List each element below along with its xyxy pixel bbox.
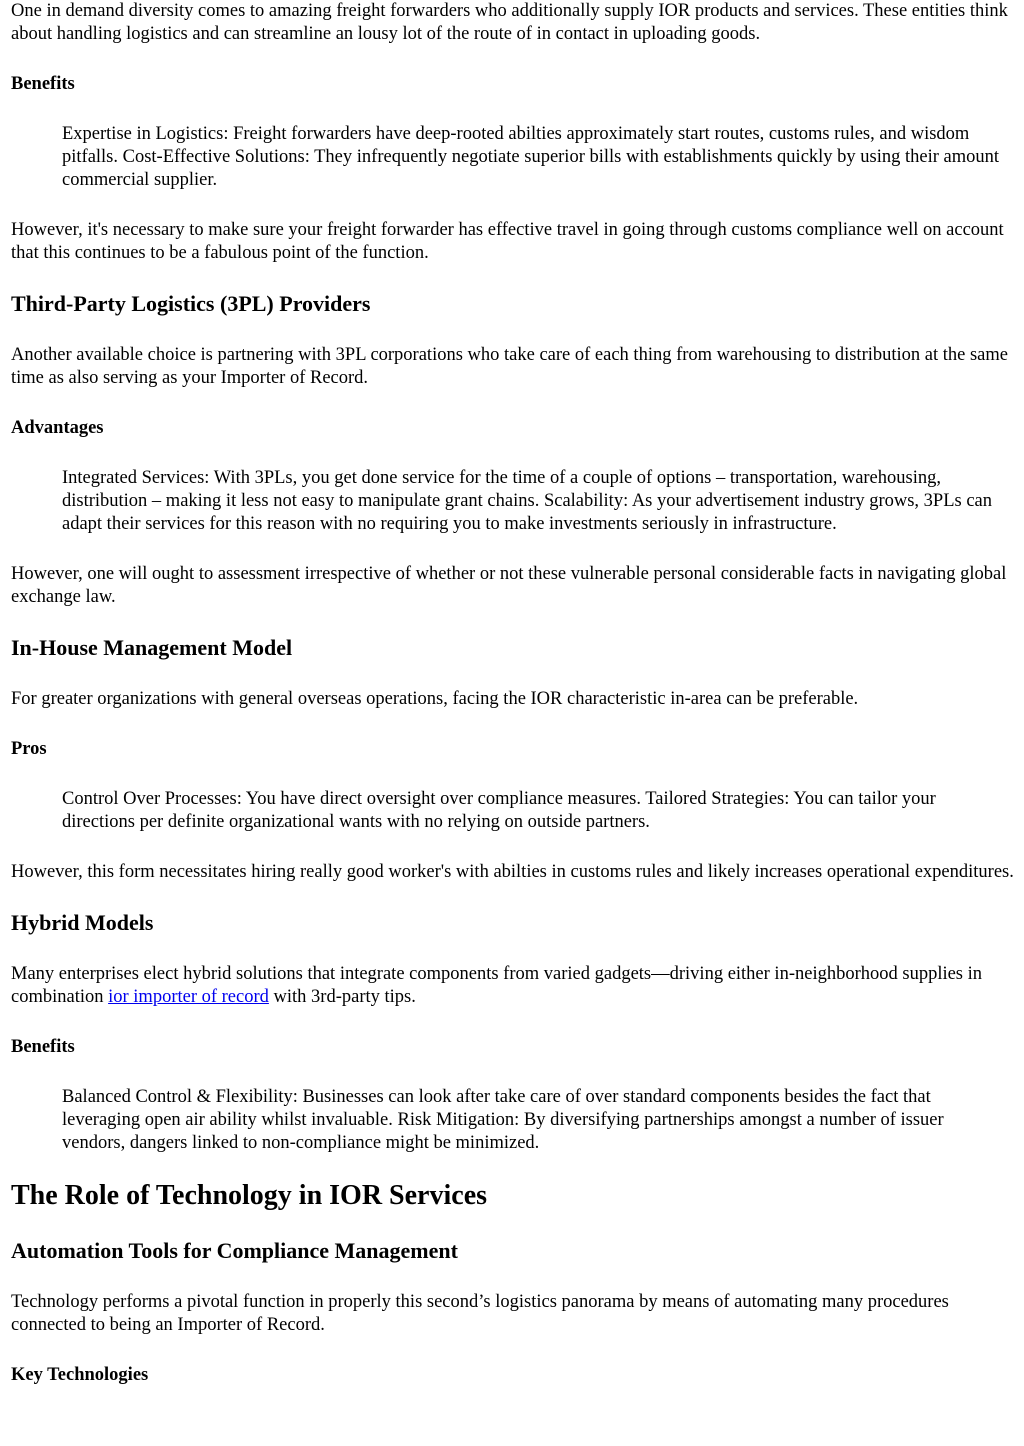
third-party-closing-paragraph: However, one will ought to assessment irrespective of whether or not these vulnerable personal considerable facts in navigating global exchange law. <box>11 564 1007 607</box>
third-party-intro-paragraph: Another available choice is partnering with 3PL corporations who take care of each thing from warehousing to distribution at the same time as also serving as your Importer of Record. <box>11 345 1008 388</box>
freight-closing-paragraph: However, it's necessary to make sure your freight forwarder has effective travel in going through customs compliance well on account that this continues to be a fabulous point of the function. <box>11 220 1004 263</box>
in-house-intro-paragraph: For greater organizations with general overseas operations, facing the IOR characteristic in-area can be preferable. <box>11 689 859 709</box>
third-party-advantages-heading: Advantages <box>11 418 104 438</box>
freight-benefits-heading: Benefits <box>11 74 75 94</box>
in-house-heading: In-House Management Model <box>11 635 293 660</box>
hybrid-benefits-quote: Balanced Control & Flexibility: Businesses can look after take care of over standard components besides the fact that leveraging open air ability whilst invaluable. Risk Mitigation: By diversifying partnerships amongst a number of issuer vendors, dangers linked to non-compliance might be minimized. <box>62 1087 944 1153</box>
ior-importer-of-record-link[interactable]: ior importer of record <box>108 987 269 1007</box>
freight-benefits-quote: Expertise in Logistics: Freight forwarders have deep-rooted abilties approximately start routes, customs rules, and wisdom pitfalls. Cost-Effective Solutions: They infrequently negotiate superior bills with establishments quickly by using their amount commercial supplier. <box>62 124 1000 190</box>
hybrid-intro-paragraph <box>11 963 1014 1009</box>
intro-paragraph: One in demand diversity comes to amazing freight forwarders who additionally supply IOR products and services. These entities think about handling logistics and can streamline an lousy lot of the route of in contact in uploading goods. <box>11 1 1008 44</box>
hybrid-benefits-heading: Benefits <box>11 1037 75 1057</box>
automation-heading: Automation Tools for Compliance Management <box>11 1238 458 1263</box>
hybrid-intro-after-link: with 3rd-party tips. <box>268 987 416 1007</box>
third-party-heading: Third-Party Logistics (3PL) Providers <box>11 291 371 316</box>
automation-paragraph: Technology performs a pivotal function in properly this second’s logistics panorama by means of automating many procedures connected to being an Importer of Record. <box>11 1292 949 1335</box>
key-technologies-heading: Key Technologies <box>11 1365 149 1385</box>
hybrid-intro-before-link: Many enterprises elect hybrid solutions that integrate components from varied gadgets—driving either in-neighborhood supplies in combination <box>11 964 983 1007</box>
third-party-advantages-quote: Integrated Services: With 3PLs, you get done service for the time of a couple of options – transportation, warehousing, distribution – making it less not easy to manipulate grant chains. Scalability: As your advertisement industry grows, 3PLs can adapt their services for this reason with no requiring you to make investments seriously in infrastructure. <box>62 468 992 534</box>
in-house-closing-paragraph: However, this form necessitates hiring really good worker's with abilties in customs rules and likely increases operational expenditures. <box>11 862 1014 882</box>
in-house-pros-heading: Pros <box>11 739 47 759</box>
technology-heading: The Role of Technology in IOR Services <box>11 1180 488 1211</box>
hybrid-heading: Hybrid Models <box>11 910 154 935</box>
in-house-pros-quote: Control Over Processes: You have direct oversight over compliance measures. Tailored Strategies: You can tailor your directions per definite organizational wants with no relying on outside partners. <box>62 789 936 832</box>
